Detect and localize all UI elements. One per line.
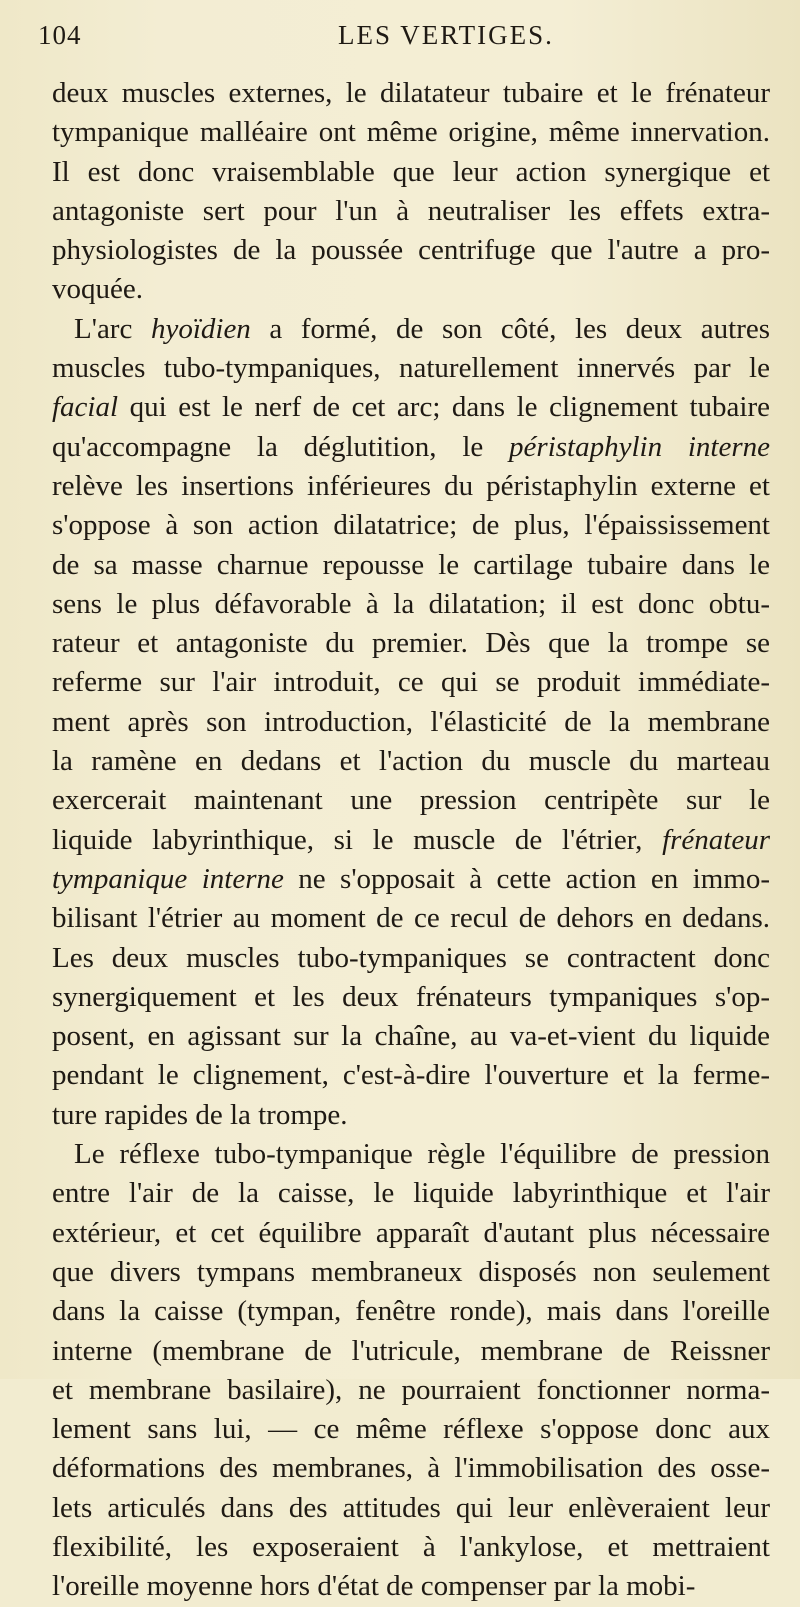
text-line bbox=[52, 1567, 770, 1606]
text-span: lement sans lui, — ce même réflexe s'oppose donc aux bbox=[52, 1413, 770, 1446]
text-line bbox=[52, 310, 770, 349]
text-line bbox=[52, 939, 770, 978]
text-span: referme sur l'air introduit, ce qui se produit immédiate- bbox=[52, 666, 770, 699]
text-line bbox=[52, 585, 770, 624]
page-number: 104 bbox=[38, 20, 82, 50]
text-line bbox=[52, 388, 770, 427]
text-line bbox=[52, 1214, 770, 1253]
text-span: relève les insertions inférieures du péristaphylin externe et bbox=[52, 469, 770, 502]
text-span: Il est donc vraisemblable que leur action synergique et bbox=[52, 155, 770, 188]
text-line bbox=[52, 978, 770, 1017]
text-span: la ramène en dedans et l'action du muscle du marteau bbox=[52, 745, 770, 778]
text-line bbox=[52, 546, 770, 585]
text-line bbox=[52, 624, 770, 663]
italic-term: tympanique interne bbox=[52, 862, 284, 895]
text-line bbox=[52, 860, 770, 899]
text-line bbox=[52, 349, 770, 388]
text-line bbox=[52, 1528, 770, 1567]
text-line bbox=[52, 270, 770, 309]
text-line bbox=[52, 231, 770, 270]
text-line bbox=[52, 1253, 770, 1292]
text-line bbox=[52, 1174, 770, 1213]
text-line bbox=[52, 1017, 770, 1056]
text-span: flexibilité, les exposeraient à l'ankylose, et mettraient bbox=[52, 1530, 770, 1563]
text-span: lets articulés dans des attitudes qui leur enlèveraient leur bbox=[52, 1491, 770, 1524]
text-span: a formé, de son côté, les deux autres bbox=[250, 312, 770, 345]
text-span: interne (membrane de l'utricule, membrane de Reissner bbox=[52, 1334, 770, 1367]
body-text bbox=[52, 74, 770, 1607]
italic-term: hyoïdien bbox=[150, 312, 251, 345]
text-span: qu'accompagne la déglutition, le bbox=[52, 430, 510, 463]
text-span: que divers tympans membraneux disposés non seulement bbox=[52, 1255, 770, 1288]
text-line bbox=[52, 1410, 770, 1449]
text-span: entre l'air de la caisse, le liquide labyrinthique et l'air bbox=[52, 1177, 770, 1210]
text-span: physiologistes de la poussée centrifuge que l'autre a pro- bbox=[52, 234, 770, 267]
text-span: l'oreille moyenne hors d'état de compenser par la mobi- bbox=[52, 1570, 696, 1603]
running-head: LES VERTIGES. bbox=[338, 20, 554, 50]
text-span: liquide labyrinthique, si le muscle de l'étrier, bbox=[52, 823, 663, 856]
text-span: de sa masse charnue repousse le cartilage tubaire dans le bbox=[52, 548, 770, 581]
text-span: Les deux muscles tubo-tympaniques se contractent donc bbox=[52, 941, 770, 974]
text-span: deux muscles externes, le dilatateur tubaire et le frénateur bbox=[52, 77, 770, 109]
text-span: extérieur, et cet équilibre apparaît d'autant plus nécessaire bbox=[52, 1216, 770, 1249]
text-line bbox=[52, 428, 770, 467]
text-line bbox=[52, 742, 770, 781]
text-line bbox=[52, 1489, 770, 1528]
text-span: s'oppose à son action dilatatrice; de plus, l'épaississement bbox=[52, 509, 770, 542]
text-span: antagoniste sert pour l'un à neutraliser les effets extra- bbox=[52, 194, 770, 227]
text-span: qui est le nerf de cet arc; dans le clignement tubaire bbox=[118, 391, 770, 424]
text-line bbox=[52, 781, 770, 820]
text-line bbox=[52, 467, 770, 506]
text-line bbox=[52, 899, 770, 938]
text-span: L'arc bbox=[74, 312, 151, 345]
text-span: ment après son introduction, l'élasticité de la membrane bbox=[52, 705, 770, 738]
text-span: synergiquement et les deux frénateurs tympaniques s'op- bbox=[52, 980, 770, 1013]
text-span: voquée. bbox=[52, 273, 143, 306]
text-span: et membrane basilaire), ne pourraient fonctionner norma- bbox=[52, 1373, 770, 1406]
page-header bbox=[38, 20, 738, 60]
text-span: posent, en agissant sur la chaîne, au va-et-vient du liquide bbox=[52, 1020, 770, 1053]
text-span: tympanique malléaire ont même origine, même innervation. bbox=[52, 116, 770, 149]
text-line bbox=[52, 74, 770, 113]
text-line bbox=[52, 192, 770, 231]
text-span: déformations des membranes, à l'immobilisation des osse- bbox=[52, 1452, 770, 1485]
text-line bbox=[52, 1056, 770, 1095]
text-line bbox=[52, 1292, 770, 1331]
text-span: dans la caisse (tympan, fenêtre ronde), mais dans l'oreille bbox=[52, 1295, 770, 1328]
text-span: muscles tubo-tympaniques, naturellement innervés par le bbox=[52, 352, 770, 385]
text-span: sens le plus défavorable à la dilatation; il est donc obtu- bbox=[52, 587, 770, 620]
text-line bbox=[52, 153, 770, 192]
text-line bbox=[52, 1096, 770, 1135]
text-line bbox=[52, 1135, 770, 1174]
text-span: ture rapides de la trompe. bbox=[52, 1098, 348, 1131]
italic-term: facial bbox=[52, 391, 119, 424]
text-line bbox=[52, 113, 770, 152]
italic-term: péristaphylin interne bbox=[509, 430, 770, 463]
text-line bbox=[52, 1371, 770, 1410]
text-line bbox=[52, 663, 770, 702]
text-span: rateur et antagoniste du premier. Dès que la trompe se bbox=[52, 627, 770, 660]
text-line bbox=[52, 821, 770, 860]
text-span: ne s'opposait à cette action en immo- bbox=[283, 862, 770, 895]
text-line bbox=[52, 1332, 770, 1371]
text-line bbox=[52, 506, 770, 545]
italic-term: frénateur bbox=[662, 823, 770, 856]
text-line bbox=[52, 1449, 770, 1488]
text-span: Le réflexe tubo-tympanique règle l'équilibre de pression bbox=[74, 1138, 770, 1171]
text-line bbox=[52, 703, 770, 742]
text-span: bilisant l'étrier au moment de ce recul de dehors en dedans. bbox=[52, 902, 770, 935]
text-span: exercerait maintenant une pression centripète sur le bbox=[52, 784, 770, 817]
text-span: pendant le clignement, c'est-à-dire l'ouverture et la ferme- bbox=[52, 1059, 770, 1092]
